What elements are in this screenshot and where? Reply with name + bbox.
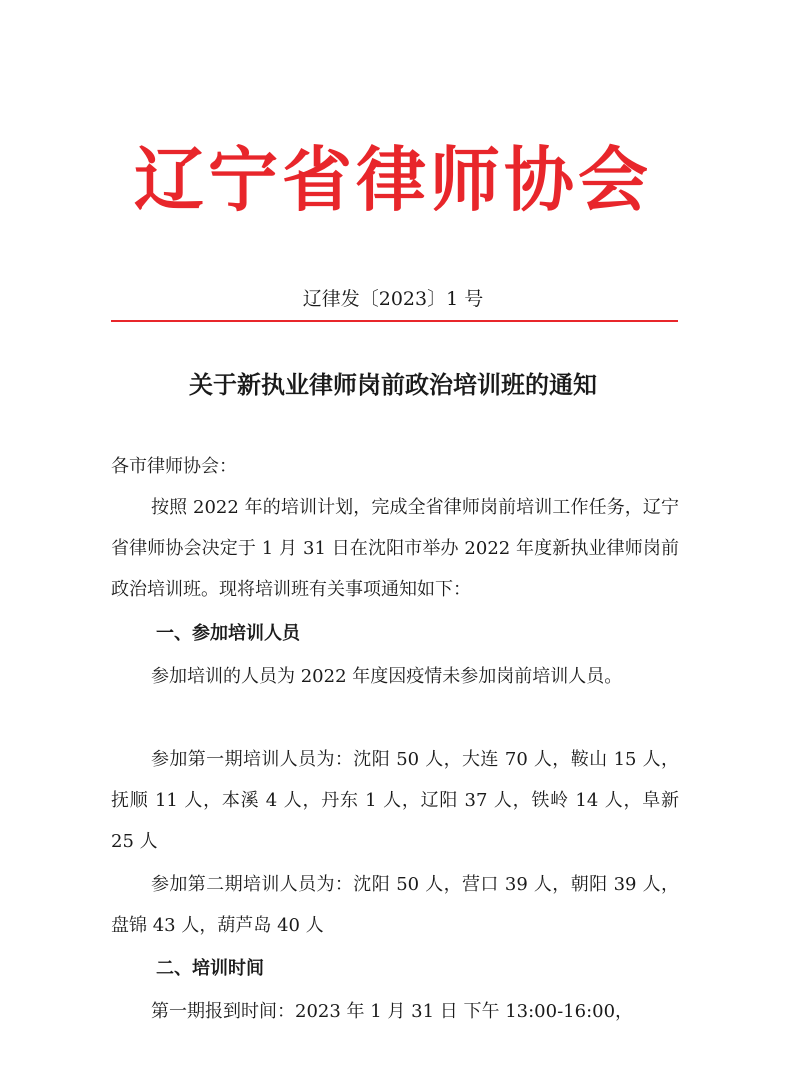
section-heading-participants: 一、参加培训人员 bbox=[156, 623, 300, 644]
participants-paragraph: 参加培训的人员为 2022 年度因疫情未参加岗前培训人员。 bbox=[151, 666, 623, 687]
organization-header: 辽宁省律师协会 bbox=[134, 139, 652, 221]
document-number: 辽律发〔2023〕1 号 bbox=[302, 288, 484, 310]
document-title: 关于新执业律师岗前政治培训班的通知 bbox=[189, 371, 597, 399]
red-divider-line bbox=[111, 320, 678, 322]
first-session-participants: 参加第一期培训人员为：沈阳 50 人，大连 70 人，鞍山 15 人，抚顺 11 人，本溪 4 人，丹东 1 人，辽阳 37 人，铁岭 14 人，阜新 25 人 bbox=[111, 749, 679, 852]
intro-paragraph: 按照 2022 年的培训计划，完成全省律师岗前培训工作任务，辽宁省律师协会决定于 1 月 31 日在沈阳市举办 2022 年度新执业律师岗前政治培训班。现将培训班有关事项通知如下： bbox=[111, 497, 679, 600]
section-heading-time: 二、培训时间 bbox=[156, 958, 264, 979]
salutation: 各市律师协会： bbox=[111, 456, 237, 477]
first-session-time: 第一期报到时间：2023 年 1 月 31 日 下午 13:00-16:00， bbox=[151, 1001, 634, 1022]
second-session-participants: 参加第二期培训人员为：沈阳 50 人，营口 39 人，朝阳 39 人，盘锦 43 人，葫芦岛 40 人 bbox=[111, 874, 679, 936]
